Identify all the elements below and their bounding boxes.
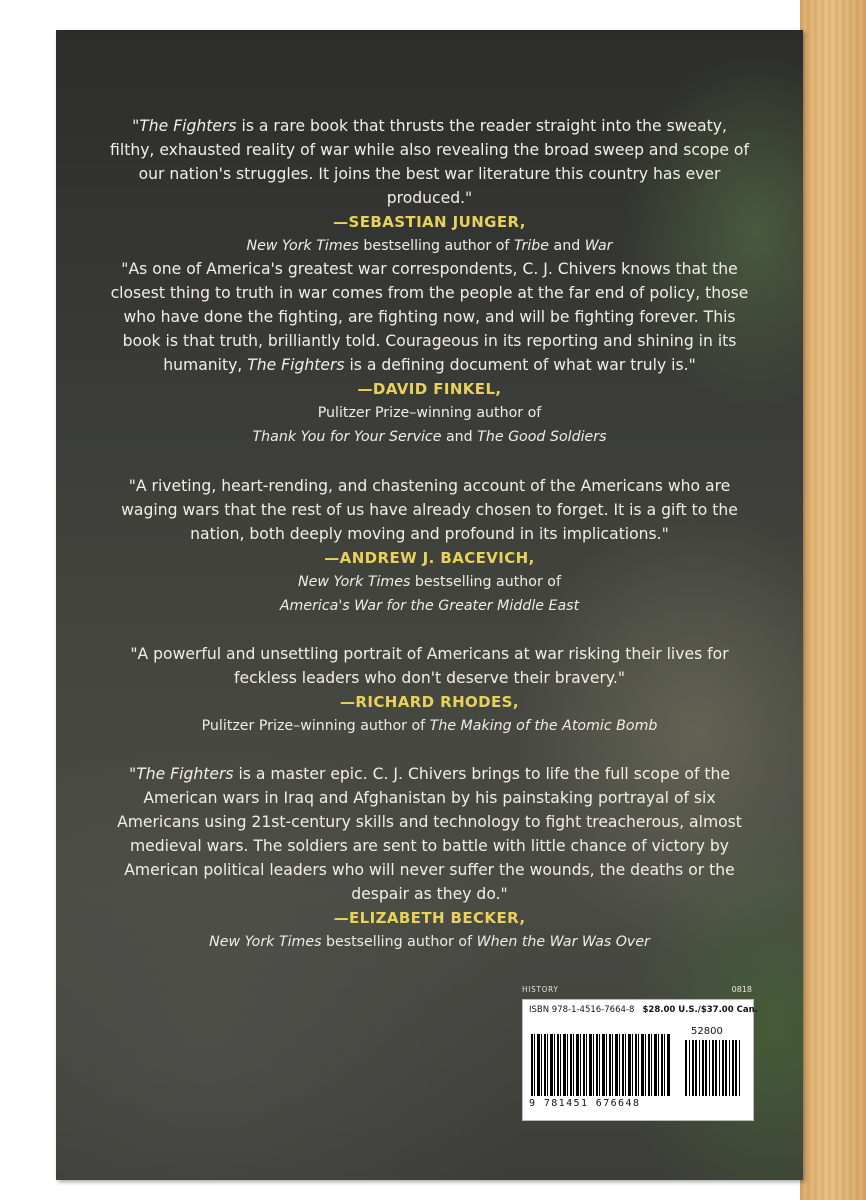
blurb-finkel — [56, 257, 803, 449]
date-code: 0818 — [731, 985, 752, 994]
blurb-author: —ELIZABETH BECKER, — [333, 909, 526, 927]
blurb-junger — [56, 114, 803, 258]
category-label: HISTORY — [522, 985, 559, 994]
barcode-area — [522, 985, 758, 1165]
blurb-credentials: Pulitzer Prize–winning author of — [317, 405, 542, 421]
blurb-credentials: America's War for the Greater Middle East — [279, 598, 580, 614]
blurb-bacevich — [56, 474, 803, 618]
wood-background — [800, 0, 866, 1200]
blurb-credentials: Thank You for Your Service and The Good Soldiers — [252, 429, 607, 445]
barcode-digits: 9 781451 676648 — [529, 1098, 641, 1109]
blurb-author: —RICHARD RHODES, — [340, 693, 519, 711]
blurb-becker — [56, 762, 803, 954]
blurb-text: "The Fighters is a master epic. C. J. Chivers brings to life the full scope of the American wars in Iraq and Afghanistan by his painstaking portrayal of six Americans using 21st-century skills and technology to fight treacherous, almost medieval wars. The soldiers are sent to battle with little chance of victory by American political leaders who will never suffer the wounds, the deaths or the despair as they do." — [117, 765, 742, 903]
isbn-line — [529, 1005, 758, 1015]
ean-barcode — [531, 1034, 671, 1096]
price-code: 52800 — [691, 1026, 723, 1037]
blurb-author: —SEBASTIAN JUNGER, — [333, 213, 526, 231]
blurb-author: —ANDREW J. BACEVICH, — [324, 549, 535, 567]
blurb-credentials: New York Times bestselling author of When the War Was Over — [209, 934, 650, 950]
price-label: $28.00 U.S./$37.00 Can. — [642, 1005, 758, 1015]
barcode-box — [522, 999, 758, 1121]
blurb-author: —DAVID FINKEL, — [357, 380, 502, 398]
book-back-cover — [56, 30, 803, 1180]
blurb-text: "As one of America's greatest war correspondents, C. J. Chivers knows that the closest thing to truth in war comes from the people at the far end of policy, those who have done the fighting, are fighting now, and will be fighting forever. This book is that truth, brilliantly told. Courageous in its reporting and shining in its humanity, The Fighters is a defining document of what war truly is." — [110, 260, 749, 374]
blurb-text: "The Fighters is a rare book that thrusts the reader straight into the sweaty, filthy, exhausted reality of war while also revealing the broad sweep and scope of our nation's struggles. It joins the best war literature this country has ever produced." — [110, 117, 749, 207]
blurb-credentials: New York Times bestselling author of — [298, 574, 561, 590]
blurb-rhodes — [56, 642, 803, 738]
blurb-text: "A riveting, heart-rending, and chastening account of the Americans who are waging wars that the rest of us have already chosen to forget. It is a gift to the nation, both deeply moving and profound in its implications." — [121, 477, 738, 543]
price-addon-barcode — [685, 1040, 741, 1096]
blurb-credentials: New York Times bestselling author of Tribe and War — [246, 238, 613, 254]
blurb-text: "A powerful and unsettling portrait of Americans at war risking their lives for feckless leaders who don't deserve their bravery." — [130, 645, 729, 687]
blurb-credentials: Pulitzer Prize–winning author of The Making of the Atomic Bomb — [201, 718, 658, 734]
isbn-number: ISBN 978-1-4516-7664-8 — [529, 1005, 635, 1015]
